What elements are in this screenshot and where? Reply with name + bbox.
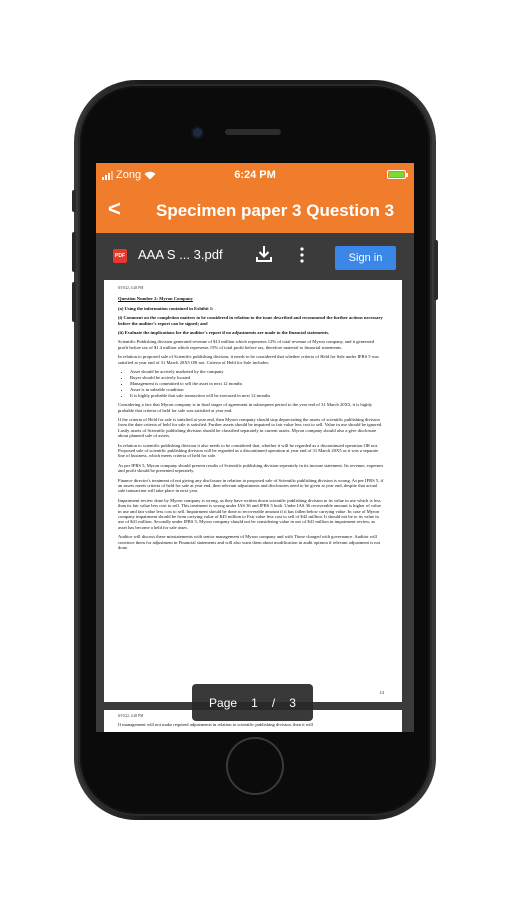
question-heading: Question Number 2: Myron Company xyxy=(118,296,193,302)
pdf-file-icon: PDF xyxy=(113,249,127,263)
page-footer-number: 1/4 xyxy=(379,690,384,695)
home-button[interactable] xyxy=(228,739,282,793)
status-bar xyxy=(96,163,414,187)
volume-down-button xyxy=(72,282,76,322)
status-time: 6:24 PM xyxy=(234,169,276,181)
more-options-icon[interactable] xyxy=(299,247,305,263)
paragraph: Scientific Publishing division generated revenue of $13 million which represents 12% of total revenue of Myron company, and it generated profit before tax of $1.4 million which represents 15% of total profit before tax, therefore material to financial statements. xyxy=(118,339,375,350)
list-item: • Asset should be actively marketed by the company xyxy=(130,369,384,374)
page-indicator-current: 1 xyxy=(251,695,258,710)
page-indicator-total: 3 xyxy=(289,695,296,710)
list-item: • Buyer should be actively located xyxy=(130,375,384,380)
page-title: Specimen paper 3 Question 3 xyxy=(156,201,395,220)
page-indicator xyxy=(192,684,313,721)
page-indicator-label: Page xyxy=(209,695,238,710)
pdf-toolbar xyxy=(96,233,414,277)
battery-icon xyxy=(387,170,406,179)
back-button[interactable]: < xyxy=(108,196,121,221)
volume-up-button xyxy=(72,232,76,272)
criteria-list xyxy=(130,369,384,398)
file-name: AAA S ... 3.pdf xyxy=(138,247,223,262)
paragraph: Considering a fact that Myron company is in final stages of agreement in subsequent period to the year end of 31 March 20X5, it is highly probable that criteria of held for sale was satisfied at year end. xyxy=(118,402,373,413)
carrier-name: Zong xyxy=(116,169,142,181)
list-item: • Asset is in saleable condition xyxy=(130,387,384,392)
screen xyxy=(96,163,414,732)
pdf-page[interactable] xyxy=(104,280,402,702)
paragraph: Auditor will discuss these misstatements with senior management of Myron company and with Those charged with governance. Auditor will convince them for adjustment in Financial statements and will also warn them about modification in audit opinion if relevant adjustment is not done. xyxy=(118,534,381,551)
page-header-date: 8/19/22, 4:28 PM xyxy=(118,714,144,718)
earpiece-speaker xyxy=(225,129,281,135)
mute-switch xyxy=(72,190,76,212)
paragraph: In relation to proposed sale of Scientific publishing division, it needs to be considered that whether criteria of Held for Sale under IFRS 5 was satisfied at year end of 31 March 20X5 OR not. Criteria of Held for Sale includes: xyxy=(118,354,379,365)
download-icon[interactable] xyxy=(256,245,272,263)
subquestion-a: (a) Using the information contained in Exhibit 1: xyxy=(118,305,214,311)
front-camera xyxy=(193,128,202,137)
subquestion-ii: (ii) Evaluate the implications for the auditor's report if no adjustments are made to the financial statements. xyxy=(118,330,330,336)
app-header xyxy=(96,187,414,233)
list-item: • It is highly probable that sale transaction will be executed in next 12 months xyxy=(130,393,384,398)
paragraph: If management will not make required adjustments in relation to scientific publishing division, then it will xyxy=(118,722,313,728)
paragraph: Finance director's treatment of not giving any disclosure in relation to proposed sale of Scientific publishing division is wrong. As per IFRS 5, if an assets meets criteria of held for sale at year end, then relevant adjustments and disclosures need to be given at year end, despite that actual sale transaction will take place in next year. xyxy=(118,477,384,494)
subquestion-i: (i) Comment on the completion matters to be considered in relation to the issue described and recommend the further actions necessary before the auditor's report can be signed; and xyxy=(118,315,383,326)
sign-in-button[interactable]: Sign in xyxy=(335,246,396,270)
list-item: • Management is committed to sell the asset in next 12 months xyxy=(130,381,384,386)
paragraph: As per IFRS 5, Myron company should present results of Scientific publishing division seperately in its income statement. Its revenue, expenses and profit should be presented seperately. xyxy=(118,462,384,474)
paragraph: If the criteria of Held for sale is satisfied at year end, then Myron company should stop depreciating the assets of scientific publishing division from the date criteria of held for sale is satisfied. Further assets should be impaired to fair value less cost to sell. Value in use should be ignored. Lastly assets of Scientific publishing division should be classified separately in current assets. Myron company should also a give disclosure about planned sale of assets. xyxy=(118,416,383,439)
power-button xyxy=(434,240,438,300)
page-header-date: 8/19/22, 4:28 PM xyxy=(118,286,144,290)
page-indicator-separator: / xyxy=(271,695,276,710)
paragraph: Impairment review done by Myron company is wrong, as they have written down scientific publishing division to its value in use which is less than its fair value less cost to sell. This treatment is wrong under IAS 36 and IFRS 5 both. Under IAS 36 recoverable amount is higher of value in use and fair value less cost to sell. Impairment should be done to recoverable amount if it has fallen below carrying value. In case of Myron company impairment should be from carrying value of $45 million to Fair value less cost to sell of $42 million. It should not be to its value in use of $41 million. Secondly under IFRS 5, Myron company should not be considering value in use of $41 million in impairment review, as asset has become a held for sale asset. xyxy=(118,497,381,530)
paragraph: In relation to scientific publishing division it also needs to be considered that, whether it will be regarded as a discontinued operation OR not. Proposed sale of scientific publishing division will be regarded as a discontinued operation at year end of 31 March 20X5 as it was a separate line of business, which meets criteria of held for sale. xyxy=(118,442,379,459)
